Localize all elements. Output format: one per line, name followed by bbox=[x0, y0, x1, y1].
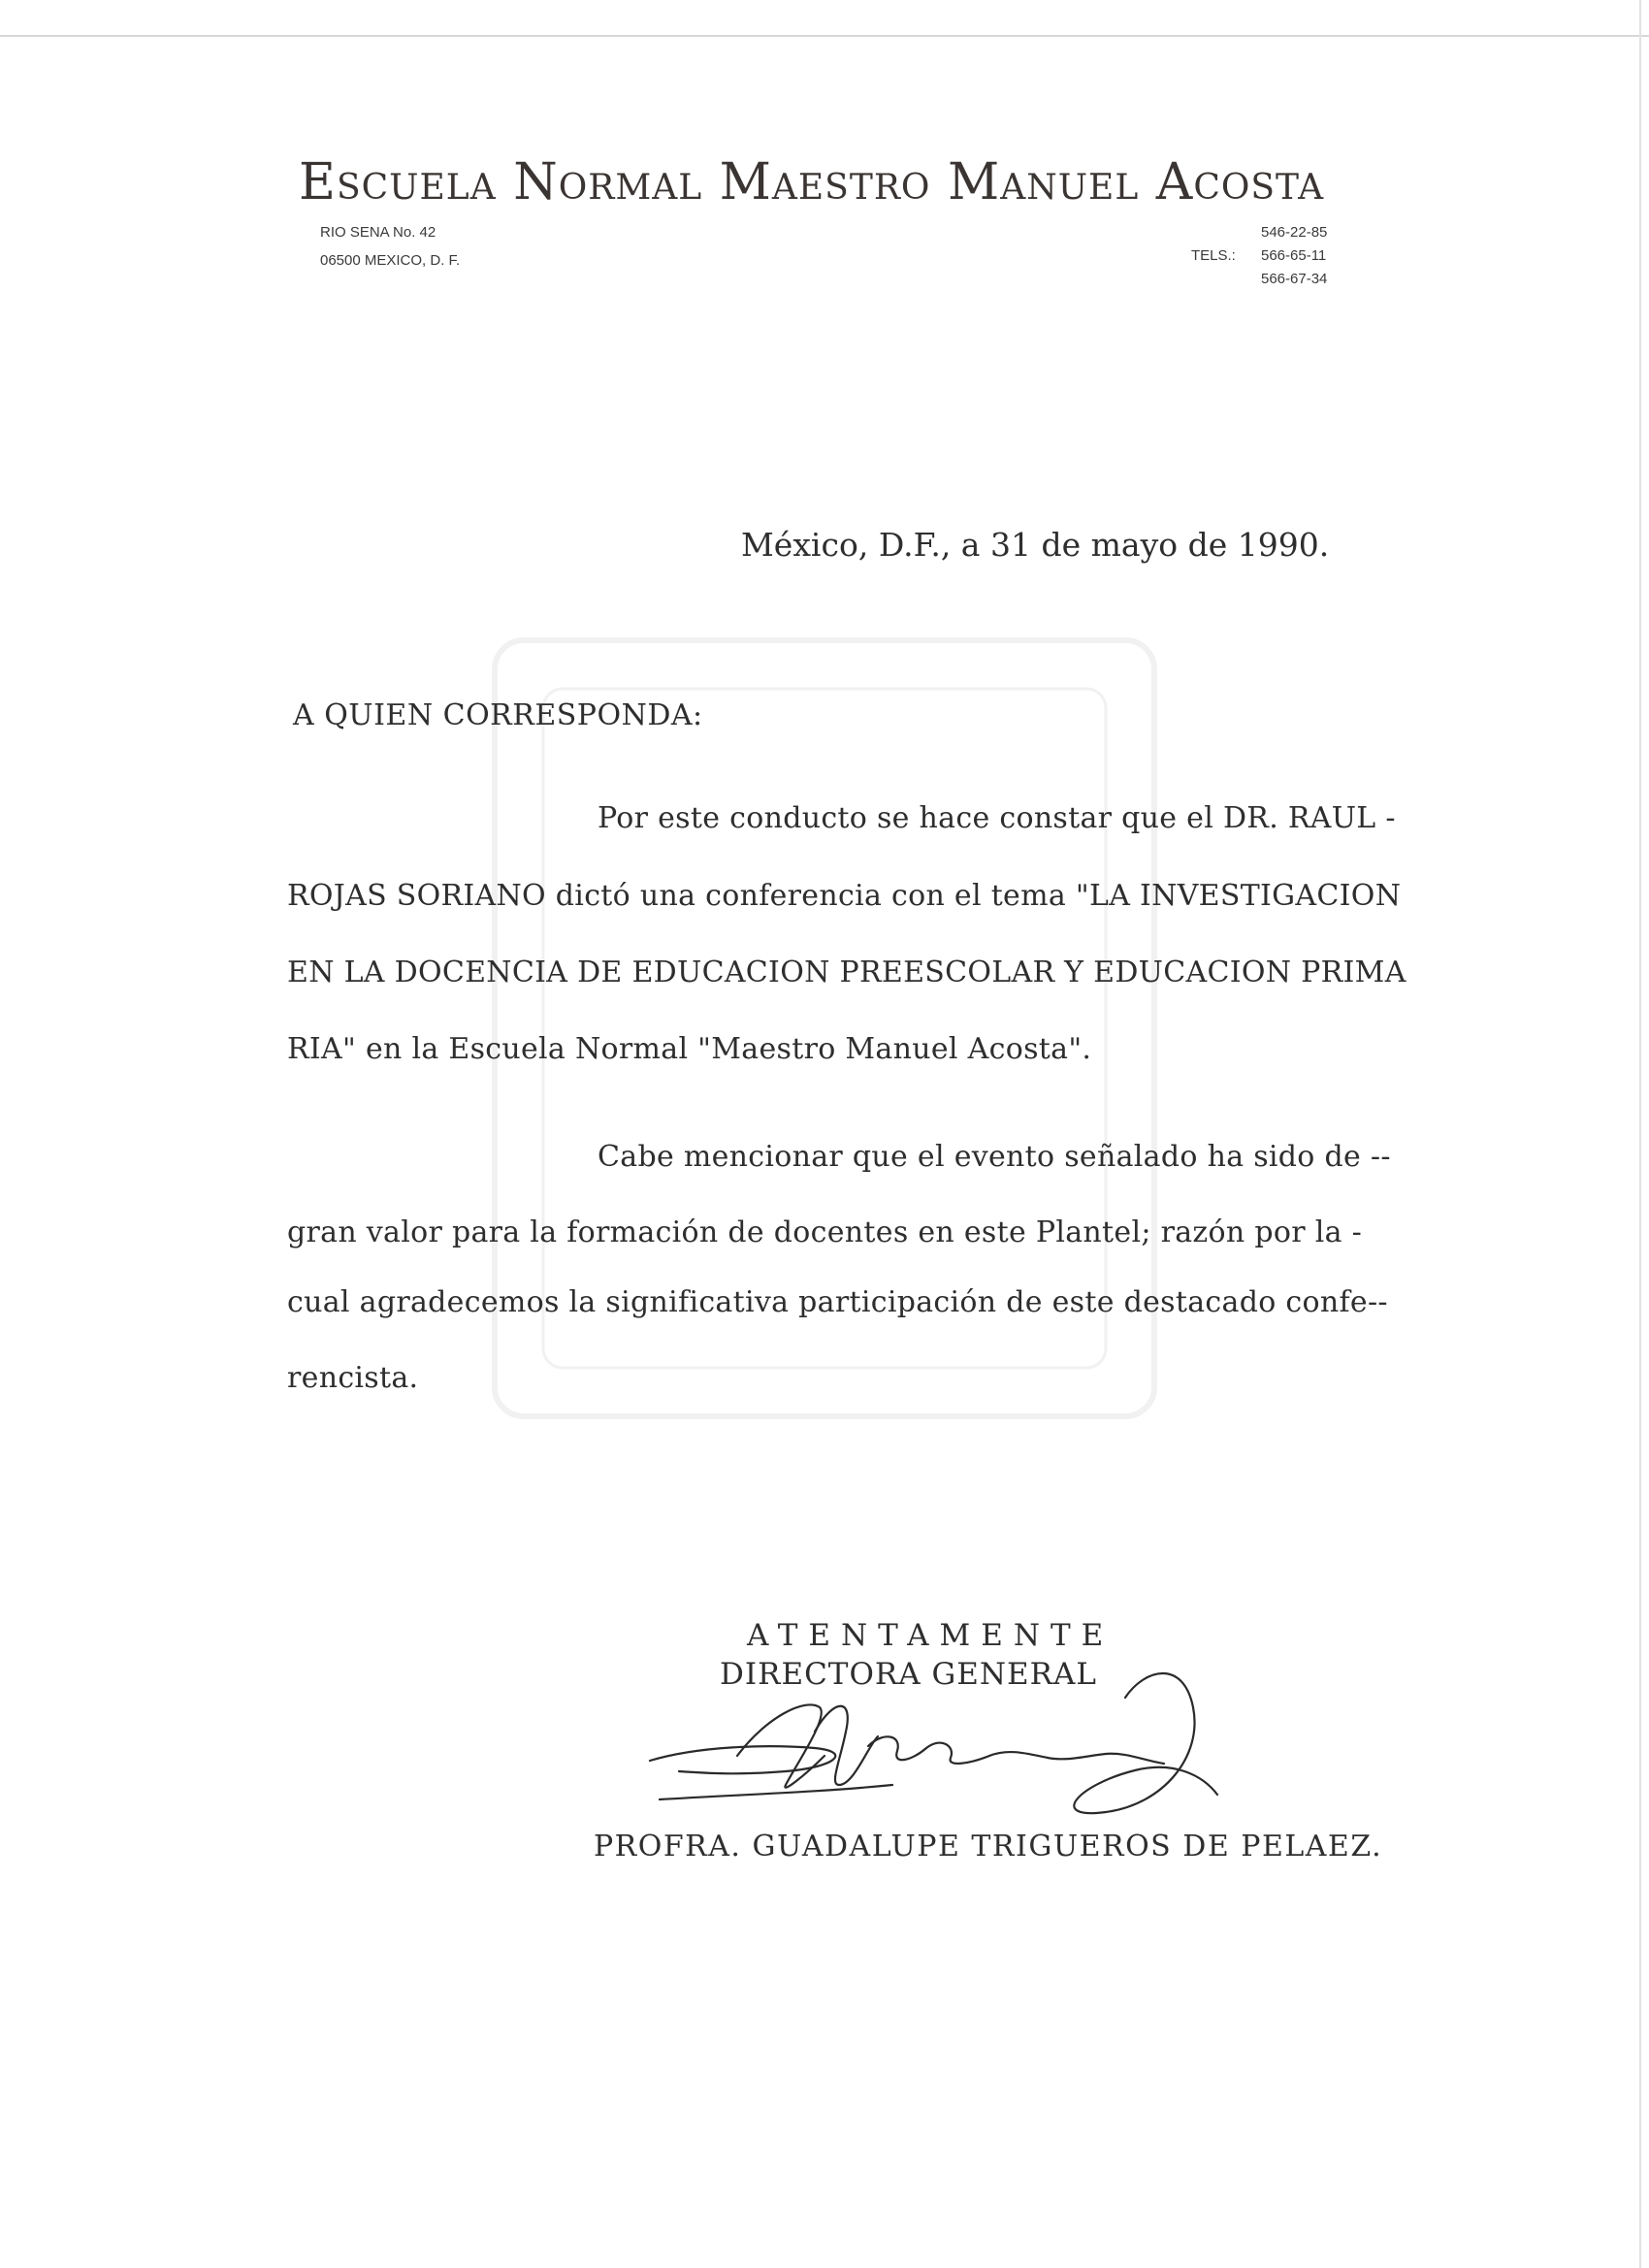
phone-number: 546-22-85 bbox=[1261, 224, 1328, 241]
phone-number: 566-65-11 bbox=[1261, 247, 1327, 264]
school-name: Escuela Normal Maestro Manuel Acosta bbox=[299, 153, 1325, 211]
letter-date: México, D.F., a 31 de mayo de 1990. bbox=[741, 526, 1330, 564]
body-line: Por este conducto se hace constar que el DR. RAUL - bbox=[598, 801, 1396, 835]
address-line-2: 06500 MEXICO, D. F. bbox=[320, 252, 461, 269]
body-line: cual agradecemos la significativa participación de este destacado confe-- bbox=[287, 1285, 1388, 1319]
signer-name: PROFRA. GUADALUPE TRIGUEROS DE PELAEZ. bbox=[594, 1830, 1383, 1863]
body-line: Cabe mencionar que el evento señalado ha sido de -- bbox=[598, 1140, 1391, 1174]
closing: ATENTAMENTE bbox=[747, 1618, 1115, 1653]
phones-label: TELS.: bbox=[1191, 247, 1236, 264]
body-line: RIA" en la Escuela Normal "Maestro Manuel Acosta". bbox=[287, 1032, 1092, 1066]
page-edge-right bbox=[1639, 0, 1641, 2268]
body-line: rencista. bbox=[287, 1361, 419, 1395]
page-edge-top bbox=[0, 35, 1649, 37]
body-line: ROJAS SORIANO dictó una conferencia con el tema "LA INVESTIGACION bbox=[287, 879, 1402, 913]
body-line: EN LA DOCENCIA DE EDUCACION PREESCOLAR Y EDUCACION PRIMA bbox=[287, 956, 1406, 989]
address-line-1: RIO SENA No. 42 bbox=[320, 224, 436, 241]
phone-number: 566-67-34 bbox=[1261, 271, 1328, 287]
handwritten-signature bbox=[621, 1639, 1242, 1843]
signer-title: DIRECTORA GENERAL bbox=[720, 1657, 1097, 1692]
salutation: A QUIEN CORRESPONDA: bbox=[293, 698, 703, 732]
body-line: gran valor para la formación de docentes en este Plantel; razón por la - bbox=[287, 1215, 1363, 1249]
